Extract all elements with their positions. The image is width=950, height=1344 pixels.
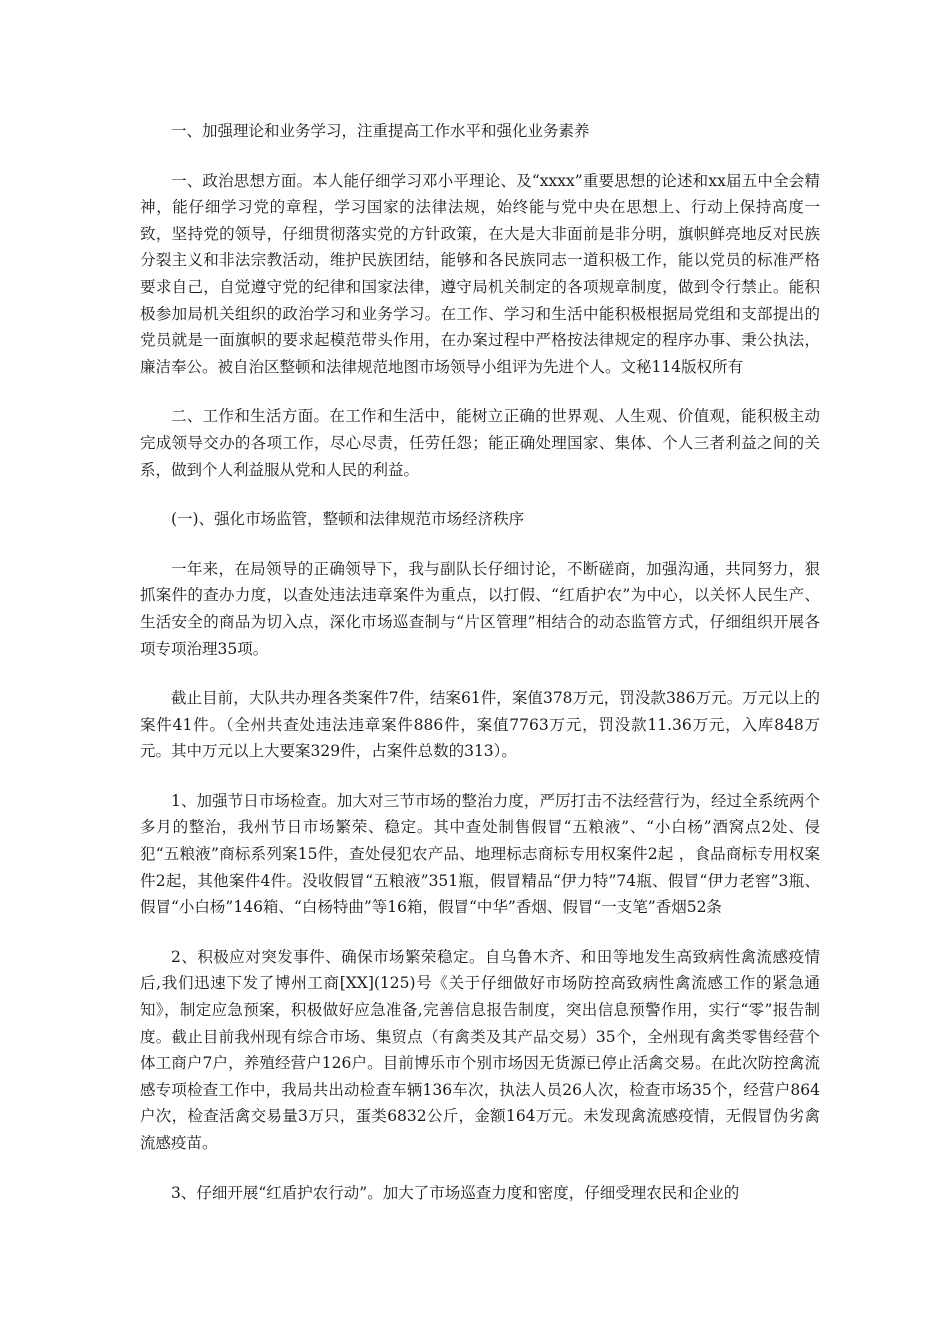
- paragraph-year-summary: 一年来，在局领导的正确领导下，我与副队长仔细讨论，不断磋商，加强沟通，共同努力，狠抓案件的查办力度，以查处违法违章案件为重点，以打假、“红盾护农”为中心，以关怀人民生产、生活安全的商品为切入点，深化市场巡查制与“片区管理”相结合的动态监管方式，仔细组织开展各项专项治理35项。: [140, 559, 820, 658]
- paragraph-work-and-life: 二、工作和生活方面。在工作和生活中，能树立正确的世界观、人生观、价值观，能积极主动完成领导交办的各项工作，尽心尽责，任劳任怨；能正确处理国家、集体、个人三者利益之间的关系，做到个人利益服从党和人民的利益。: [140, 407, 820, 479]
- paragraph-emergency-response: 2、积极应对突发事件、确保市场繁荣稳定。自乌鲁木齐、和田等地发生高致病性禽流感疫情后,我们迅速下发了博州工商[XX](125)号《关于仔细做好市场防控高致病性禽流感工作的紧急通知》，制定应急预案，积极做好应急准备,完善信息报告制度，突出信息预警作用，实行“零”报告制度。截止目前我州现有综合市场、集贸点（有禽类及其产品交易）35个，全州现有禽类零售经营个体工商户7户，养殖经营户126户。目前博乐市个别市场因无货源已停止活禽交易。在此次防控禽流感专项检查工作中，我局共出动检查车辆136车次，执法人员26人次，检查市场35个，经营户864户次，检查活禽交易量3万只，蛋类6832公斤，金额164万元。未发现禽流感疫情，无假冒伪劣禽流感疫苗。: [140, 947, 820, 1152]
- paragraph-political-thought: 一、政治思想方面。本人能仔细学习邓小平理论、及“xxxx”重要思想的论述和xx届五中全会精神，能仔细学习党的章程，学习国家的法律法规，始终能与党中央在思想上、行动上保持高度一致，坚持党的领导，仔细贯彻落实党的方针政策，在大是大非面前是非分明，旗帜鲜亮地反对民族分裂主义和非法宗教活动，维护民族团结，能够和各民族同志一道积极工作，能以党员的标准严格要求自己，自觉遵守党的纪律和国家法律，遵守局机关制定的各项规章制度，做到令行禁止。能积极参加局机关组织的政治学习和业务学习。在工作、学习和生活中能积极根据局党组和支部提出的党员就是一面旗帜的要求起模范带头作用，在办案过程中严格按法律规定的程序办事、秉公执法，廉洁奉公。被自治区整顿和法律规范地图市场领导小组评为先进个人。文秘114版权所有: [140, 171, 820, 376]
- paragraph-red-shield-farm-protection: 3、仔细开展“红盾护农行动”。加大了市场巡查力度和密度，仔细受理农民和企业的: [171, 1183, 740, 1202]
- section-heading-study: 一、加强理论和业务学习，注重提高工作水平和强化业务素养: [171, 122, 590, 140]
- paragraph-holiday-market-inspection: 1、加强节日市场检查。加大对三节市场的整治力度，严厉打击不法经营行为，经过全系统两个多月的整治，我州节日市场繁荣、稳定。其中查处制售假冒“五粮液”、“小白杨”酒窝点2处、侵犯“五粮液”商标系列案15件，查处侵犯农产品、地理标志商标专用权案件2起 ，食品商标专用权案件2起，其他案件4件。没收假冒“五粮液”351瓶，假冒精品“伊力特”74瓶、假冒“伊力老窖”3瓶、假冒“小白杨”146箱、“白杨特曲”等16箱，假冒“中华”香烟、假冒“一支笔”香烟52条: [140, 791, 820, 917]
- document-page: [140, 118, 820, 1229]
- paragraph-case-statistics: 截止目前，大队共办理各类案件7件，结案61件，案值378万元，罚没款386万元。万元以上的案件41件。（全州共查处违法违章案件886件，案值7763万元，罚没款11.36万元，入库848万元。其中万元以上大要案329件，占案件总数的313）。: [140, 689, 820, 761]
- section-heading-market-supervision: (一)、强化市场监管，整顿和法律规范市场经济秩序: [171, 510, 525, 529]
